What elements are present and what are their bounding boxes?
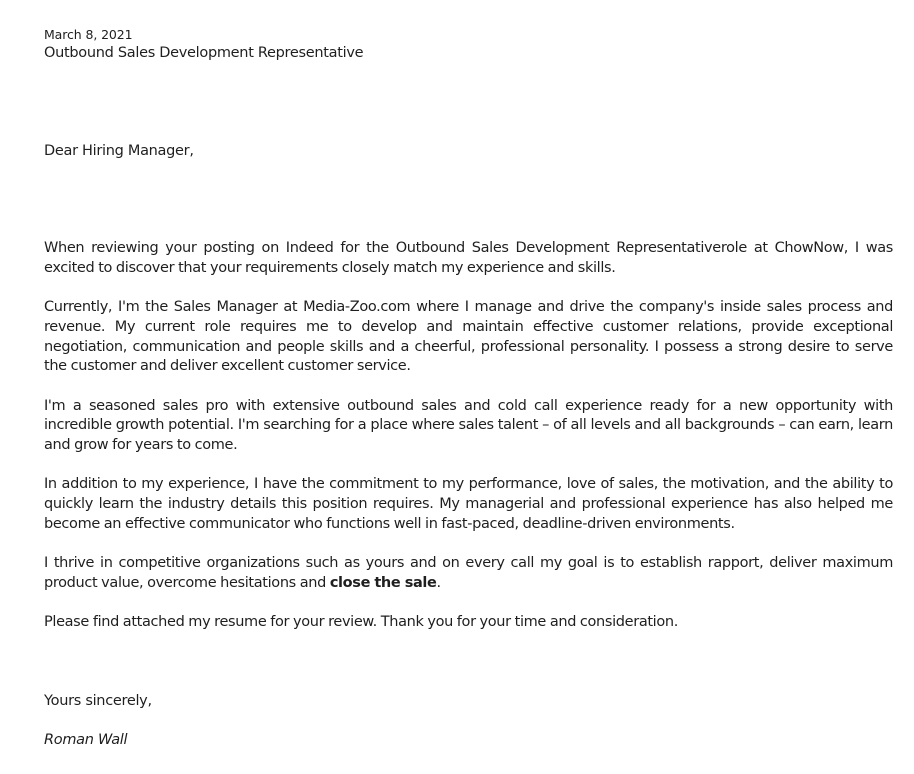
paragraph-goal-emphasis: close the sale: [329, 574, 437, 591]
paragraph-goal-end: .: [436, 574, 441, 591]
paragraph-goal-text: I thrive in competitive organizations such as yours and on every call my goal is to establish rapport, deliver maximum product value, overcome hesitations and: [44, 555, 893, 591]
letter-body: [44, 239, 893, 633]
paragraph-thanks: Please find attached my resume for your review. Thank you for your time and consideration.: [44, 614, 678, 631]
paragraph-goal: [44, 554, 893, 593]
paragraph-intro: When reviewing your posting on Indeed for the Outbound Sales Development Representativerole at ChowNow, I was excited to discover that your requirements closely match my experience and skills.: [44, 240, 893, 276]
salutation: Dear Hiring Manager,: [44, 143, 194, 159]
paragraph-current-role: Currently, I'm the Sales Manager at Media-Zoo.com where I manage and drive the company's inside sales process and revenue. My current role requires me to develop and maintain effective customer relations, provide exceptional negotiation, communication and people skills and a cheerful, professional personality. I possess a strong desire to serve the customer and deliver excellent customer service.: [44, 299, 893, 375]
cover-letter: [44, 27, 893, 750]
signature-name: Roman Wall: [44, 731, 128, 748]
paragraph-commitment: In addition to my experience, I have the commitment to my performance, love of sales, the motivation, and the ability to quickly learn the industry details this position requires. My managerial and professional experience has also helped me become an effective communicator who functions well in fast-paced, deadline-driven environments.: [44, 476, 893, 532]
letter-date: March 8, 2021: [44, 27, 133, 42]
position-title: Outbound Sales Development Representative: [44, 45, 364, 61]
closing: Yours sincerely,: [44, 692, 152, 709]
paragraph-experience: I'm a seasoned sales pro with extensive outbound sales and cold call experience ready for a new opportunity with incredible growth potential. I'm searching for a place where sales talent – of all levels and all backgrounds – can earn, learn and grow for years to come.: [44, 397, 893, 453]
